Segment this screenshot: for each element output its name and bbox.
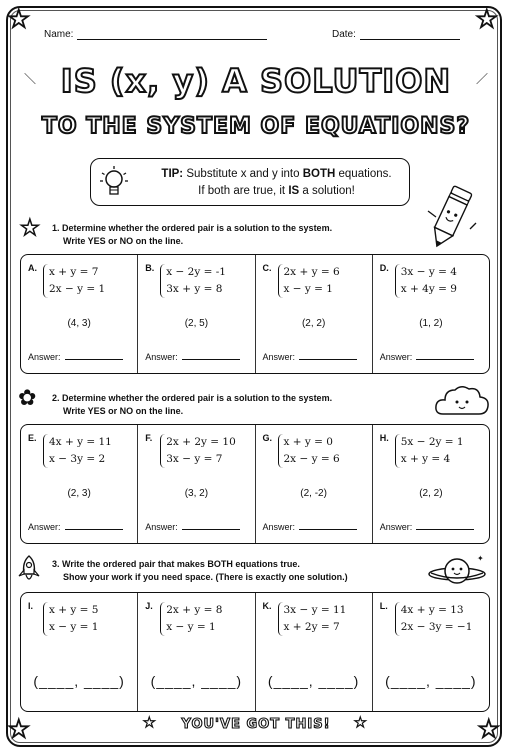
equation: x + 4y = 9 (400, 283, 457, 295)
equation-system (43, 602, 98, 636)
problem-card (138, 593, 255, 711)
equation: 4x + y = 11 (49, 436, 112, 448)
answer-label: Answer: (28, 352, 61, 362)
problem-card (373, 255, 489, 373)
date-field[interactable] (332, 28, 460, 40)
svg-text:✦: ✦ (477, 554, 484, 563)
answer-label: Answer: (145, 352, 178, 362)
tip-text-part: If both are true, it (198, 185, 289, 197)
equation: x − y = 1 (49, 621, 99, 633)
ordered-pair-blank[interactable]: (____, ____) (33, 673, 125, 689)
problem-letter: I. (28, 601, 34, 611)
equation-system (278, 264, 340, 298)
answer-blank[interactable] (416, 350, 474, 360)
answer-label: Answer: (145, 522, 178, 532)
ordered-pair: (2, 2) (301, 318, 326, 329)
equation: 3x − y = 4 (400, 266, 457, 278)
star-icon: ★ (478, 716, 500, 743)
problem-card (256, 255, 373, 373)
answer-label: Answer: (379, 352, 413, 362)
problem-card (138, 255, 255, 373)
equation: x − 3y = 2 (49, 453, 106, 465)
footer-encouragement: YOU'VE GOT THIS! (181, 717, 331, 732)
answer-field[interactable] (145, 350, 240, 362)
equation: x − y = 1 (283, 283, 333, 295)
lightbulb-icon (99, 165, 129, 201)
tip-box (90, 158, 410, 206)
equation: 2x + 2y = 10 (166, 436, 236, 448)
answer-label: Answer: (262, 522, 296, 532)
answer-field[interactable] (380, 350, 475, 362)
problem-card (373, 593, 489, 711)
answer-label: Answer: (262, 352, 296, 362)
answer-field[interactable] (28, 520, 123, 532)
problem-letter: C. (262, 263, 272, 273)
equation: 3x − y = 7 (166, 453, 223, 465)
equation: 4x + y = 13 (400, 604, 464, 616)
name-field[interactable] (44, 28, 267, 40)
tip-text-part: a solution! (299, 185, 355, 197)
instruction-emphasis: BOTH (207, 559, 233, 569)
answer-field[interactable] (263, 520, 358, 532)
equation: 2x − 3y = −1 (400, 621, 473, 633)
problem-card (256, 425, 373, 543)
equation: x + y = 0 (283, 436, 333, 448)
ordered-pair: (2, -2) (300, 488, 327, 499)
answer-field[interactable] (380, 520, 475, 532)
tip-emphasis: IS (288, 185, 300, 197)
ordered-pair: (4, 3) (67, 318, 91, 329)
problem-card (21, 425, 138, 543)
instruction-line: Write YES or NO on the line. (63, 236, 184, 246)
ordered-pair-blank[interactable]: (____, ____) (267, 673, 360, 689)
equation-system (395, 602, 473, 636)
star-icon: ★ (354, 714, 367, 730)
flower-icon: ✿ (18, 385, 37, 410)
answer-label: Answer: (379, 522, 413, 532)
section-2-panel (20, 424, 490, 544)
star-icon: ★ (20, 215, 40, 240)
answer-field[interactable] (263, 350, 358, 362)
ordered-pair: (2, 2) (419, 488, 443, 499)
answer-blank[interactable] (299, 520, 357, 530)
equation-system (160, 434, 236, 468)
equation: 2x + y = 6 (283, 266, 340, 278)
section-2-instructions (52, 392, 332, 418)
problem-card (21, 593, 138, 711)
page-title-line2: TO THE SYSTEM OF EQUATIONS? (41, 114, 471, 139)
equation: 2x + y = 8 (166, 604, 223, 616)
instruction-line: Write YES or NO on the line. (63, 406, 184, 416)
problem-letter: L. (379, 601, 388, 611)
answer-field[interactable] (28, 350, 123, 362)
problem-card (138, 425, 255, 543)
tip-text-part: Substitute x and y into (186, 168, 303, 180)
section-1-panel (20, 254, 490, 374)
equation: 2x − y = 1 (49, 283, 106, 295)
ordered-pair-blank[interactable]: (____, ____) (150, 673, 243, 689)
answer-field[interactable] (145, 520, 240, 532)
section-3-instructions (52, 558, 348, 584)
star-icon: ★ (476, 6, 498, 33)
answer-blank[interactable] (182, 350, 240, 360)
tip-text (149, 166, 404, 200)
equation: x + y = 5 (49, 604, 99, 616)
equation-system (160, 264, 226, 298)
problem-letter: F. (145, 433, 153, 443)
problem-letter: E. (28, 433, 37, 443)
ordered-pair-blank[interactable]: (____, ____) (385, 673, 477, 689)
section-1-instructions (52, 222, 332, 248)
problem-letter: A. (28, 263, 37, 273)
instruction-line: Show your work if you need space. (There is exactly one solution.) (63, 572, 348, 582)
answer-label: Answer: (28, 522, 61, 532)
sparkle-icon: ＼ (24, 72, 37, 86)
problem-letter: B. (145, 263, 155, 273)
problem-letter: H. (379, 433, 389, 443)
ordered-pair: (2, 3) (67, 488, 91, 499)
equation: x + y = 4 (400, 453, 451, 465)
star-icon: ★ (8, 716, 30, 743)
equation-system (43, 264, 105, 298)
tip-label: TIP: (161, 168, 184, 180)
date-blank[interactable] (360, 28, 460, 40)
cloud-face-icon (433, 382, 491, 420)
instruction-line: 2. Determine whether the ordered pair is a solution to the system. (52, 393, 333, 403)
name-blank[interactable] (77, 28, 267, 40)
equation: 3x + y = 8 (166, 283, 223, 295)
equation: x + 2y = 7 (283, 621, 340, 633)
problem-card (256, 593, 373, 711)
ordered-pair: (2, 5) (184, 318, 209, 329)
equation-system (395, 264, 457, 298)
page-title-line1: IS (x, y) A SOLUTION (60, 62, 452, 100)
tip-text-part: equations. (335, 168, 392, 180)
answer-blank[interactable] (299, 350, 357, 360)
equation: x − 2y = -1 (166, 266, 226, 278)
problem-card (373, 425, 489, 543)
equation-system (160, 602, 222, 636)
equation: x + y = 7 (49, 266, 99, 278)
equation-system (278, 434, 340, 468)
star-icon: ★ (8, 6, 30, 33)
ordered-pair: (1, 2) (419, 318, 443, 329)
name-label: Name: (44, 29, 74, 40)
equation: x − y = 1 (166, 621, 216, 633)
star-icon: ★ (143, 714, 156, 730)
pencil-character-icon (420, 183, 480, 253)
instruction-line (52, 558, 348, 571)
problem-letter: K. (262, 601, 272, 611)
equation-system (278, 602, 347, 636)
sparkle-icon: ／ (476, 72, 489, 86)
instruction-text-part: equations true. (232, 559, 300, 569)
equation: 2x − y = 6 (283, 453, 340, 465)
equation-system (395, 434, 464, 468)
answer-blank[interactable] (65, 350, 123, 360)
problem-card (21, 255, 138, 373)
ordered-pair: (3, 2) (184, 488, 209, 499)
problem-letter: D. (379, 263, 389, 273)
answer-blank[interactable] (65, 520, 123, 530)
equation: 5x − 2y = 1 (400, 436, 464, 448)
section-3-panel (20, 592, 490, 712)
tip-emphasis: BOTH (302, 168, 336, 180)
problem-letter: J. (145, 601, 153, 611)
instruction-text-part: 3. Write the ordered pair that makes (52, 559, 208, 569)
equation-system (43, 434, 112, 468)
planet-face-icon (427, 553, 487, 591)
answer-blank[interactable] (416, 520, 474, 530)
problem-letter: G. (262, 433, 273, 443)
date-label: Date: (332, 29, 356, 40)
equation: 3x − y = 11 (283, 604, 347, 616)
answer-blank[interactable] (182, 520, 240, 530)
rocket-icon (16, 554, 42, 584)
instruction-line: 1. Determine whether the ordered pair is a solution to the system. (52, 223, 333, 233)
